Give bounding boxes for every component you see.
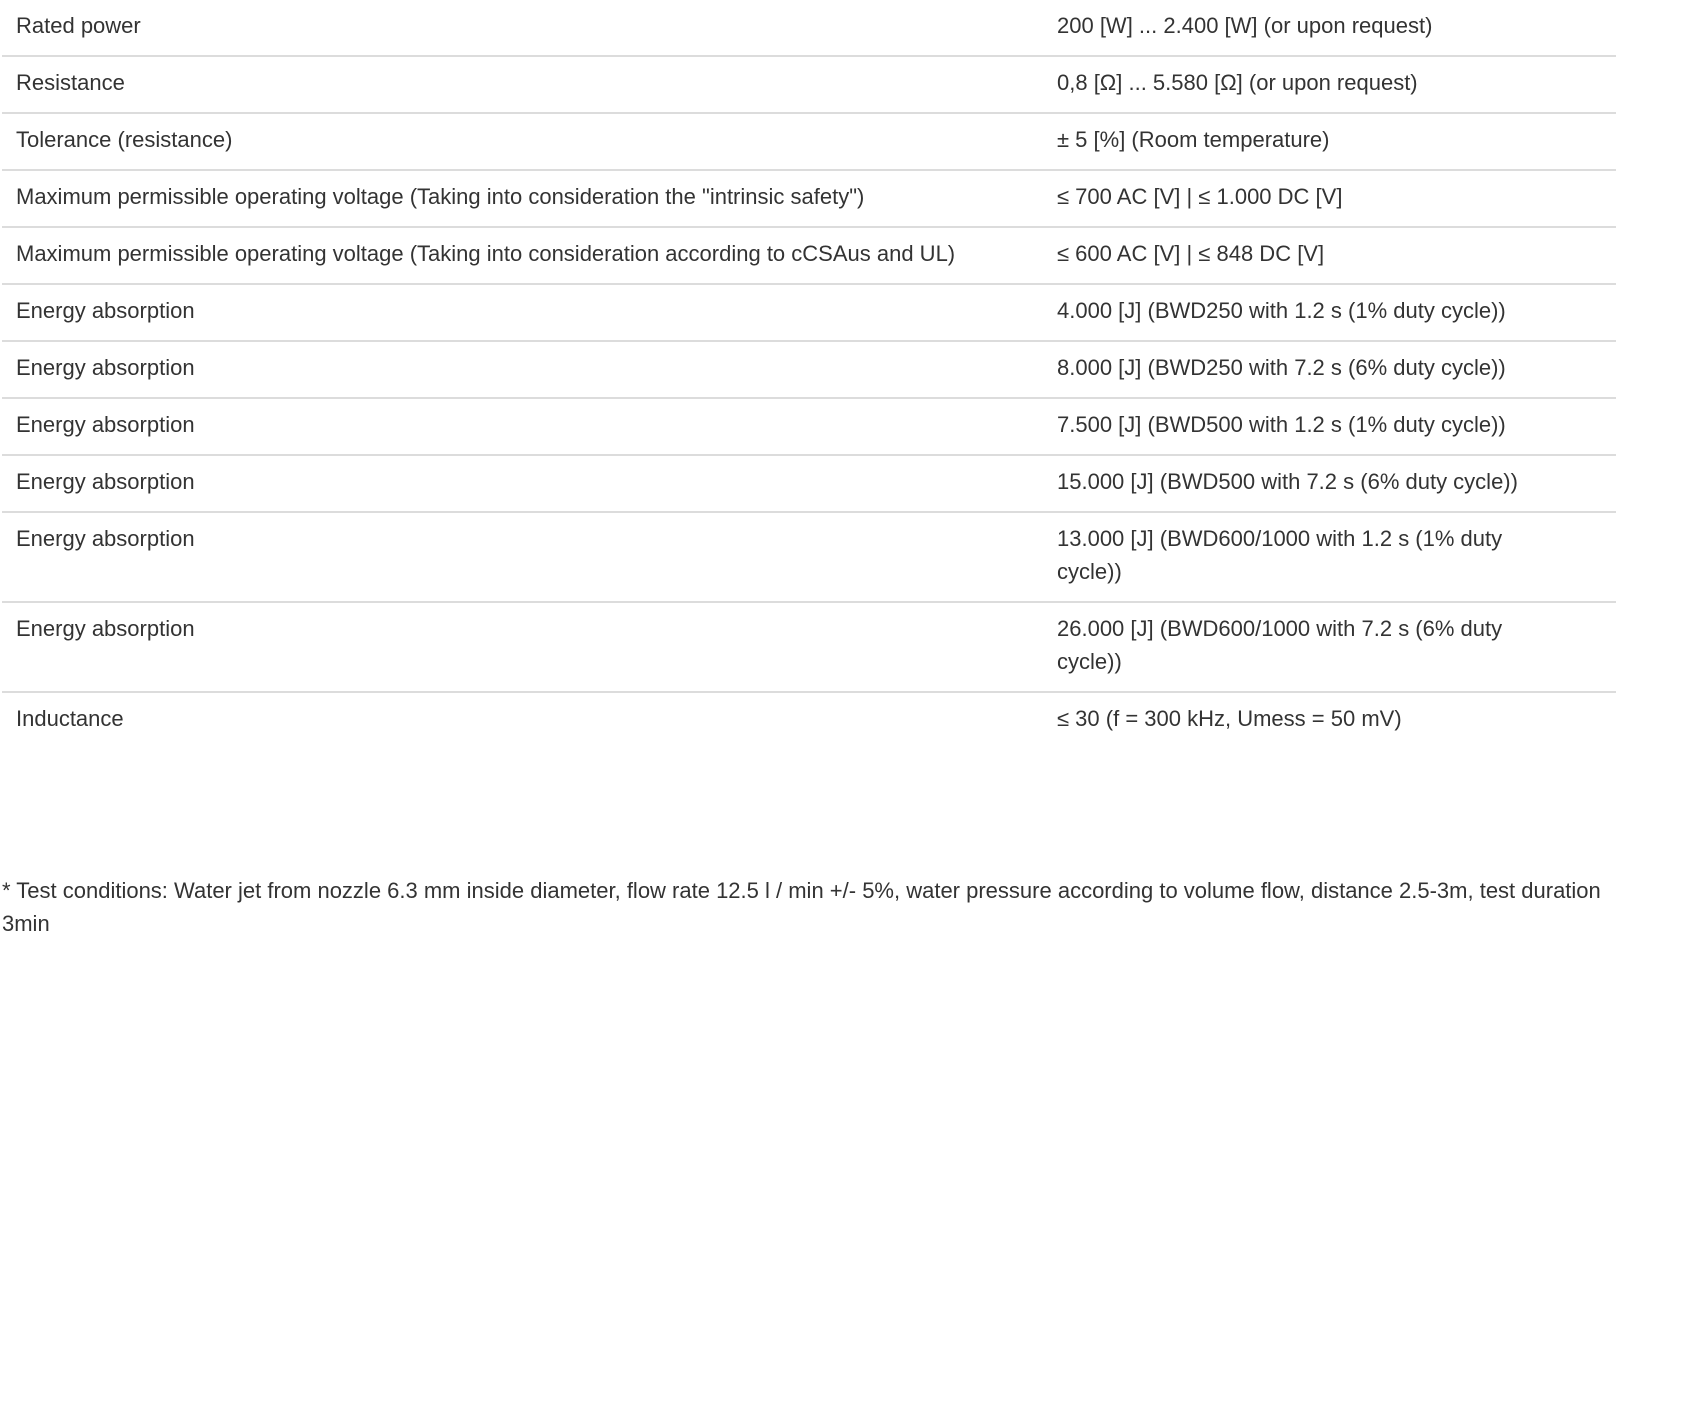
table-row [2, 284, 1616, 341]
spec-label: Rated power [16, 13, 141, 38]
table-row [2, 56, 1616, 113]
spec-value: 4.000 [J] (BWD250 with 1.2 s (1% duty cycle)) [1057, 298, 1506, 323]
spec-label: Resistance [16, 70, 125, 95]
spec-value: 7.500 [J] (BWD500 with 1.2 s (1% duty cycle)) [1057, 412, 1506, 437]
spec-label: Energy absorption [16, 526, 195, 551]
spec-value: ≤ 600 AC [V] | ≤ 848 DC [V] [1057, 241, 1325, 266]
test-conditions-footnote: * Test conditions: Water jet from nozzle 6.3 mm inside diameter, flow rate 12.5 l / min +/- 5%, water pressure according to volume flow, distance 2.5-3m, test duration 3min [2, 878, 1601, 936]
spec-value: 8.000 [J] (BWD250 with 7.2 s (6% duty cycle)) [1057, 355, 1506, 380]
specification-table [2, 0, 1616, 748]
table-row [2, 398, 1616, 455]
table-row [2, 602, 1616, 692]
table-row [2, 512, 1616, 602]
spec-value: 26.000 [J] (BWD600/1000 with 7.2 s (6% duty cycle)) [1057, 616, 1503, 674]
table-row [2, 341, 1616, 398]
spec-value: ≤ 30 (f = 300 kHz, Umess = 50 mV) [1057, 706, 1402, 731]
spec-label: Energy absorption [16, 616, 195, 641]
table-row [2, 113, 1616, 170]
spec-label: Energy absorption [16, 412, 195, 437]
table-row [2, 0, 1616, 56]
spec-label: Maximum permissible operating voltage (Taking into consideration according to cCSAus and UL) [16, 241, 956, 266]
spec-value: 15.000 [J] (BWD500 with 7.2 s (6% duty cycle)) [1057, 469, 1518, 494]
spec-label: Maximum permissible operating voltage (Taking into consideration the "intrinsic safety") [16, 184, 865, 209]
spec-value: 13.000 [J] (BWD600/1000 with 1.2 s (1% duty cycle)) [1057, 526, 1503, 584]
table-row [2, 455, 1616, 512]
spec-label: Energy absorption [16, 355, 195, 380]
spec-value: ≤ 700 AC [V] | ≤ 1.000 DC [V] [1057, 184, 1343, 209]
spec-label: Inductance [16, 706, 124, 731]
table-row [2, 170, 1616, 227]
spec-label: Energy absorption [16, 469, 195, 494]
spec-value: ± 5 [%] (Room temperature) [1057, 127, 1330, 152]
spec-value: 0,8 [Ω] ... 5.580 [Ω] (or upon request) [1057, 70, 1418, 95]
table-row [2, 227, 1616, 284]
spec-value: 200 [W] ... 2.400 [W] (or upon request) [1057, 13, 1433, 38]
spec-label: Energy absorption [16, 298, 195, 323]
table-row [2, 692, 1616, 748]
spec-label: Tolerance (resistance) [16, 127, 233, 152]
